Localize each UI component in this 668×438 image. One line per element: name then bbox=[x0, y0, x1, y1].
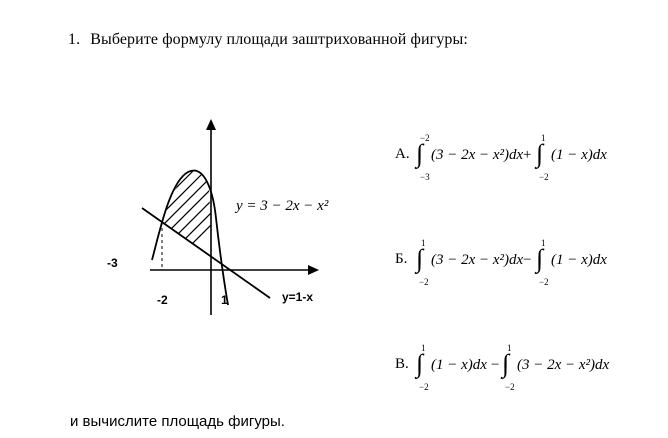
area-graph bbox=[100, 110, 340, 320]
option-b-integrand-1: (3 − 2x − x²)dx bbox=[431, 252, 524, 268]
option-b-op: − bbox=[523, 252, 532, 268]
integral-sign-icon: ∫ bbox=[502, 349, 510, 378]
parabola-label: y = 3 − 2x − x² bbox=[236, 198, 329, 214]
option-v-upper-2: 1 bbox=[507, 343, 512, 353]
hatching bbox=[150, 134, 230, 286]
option-a-lower-2: −2 bbox=[539, 172, 549, 182]
question-text bbox=[68, 31, 468, 49]
option-v-integrand-2: (3 − 2x − x²)dx bbox=[517, 357, 610, 373]
y-axis-arrow bbox=[206, 119, 216, 130]
option-v-lower-1: −2 bbox=[419, 382, 429, 392]
integral-sign-icon: ∫ bbox=[536, 139, 544, 168]
option-a-letter: А. bbox=[395, 146, 410, 162]
option-v[interactable] bbox=[395, 343, 610, 392]
option-a-op: + bbox=[523, 147, 532, 163]
option-b-letter: Б. bbox=[395, 251, 408, 267]
footer-instruction: и вычислите площадь фигуры. bbox=[70, 413, 285, 430]
option-a-integrand-2: (1 − x)dx bbox=[551, 147, 607, 163]
line-label: y=1-x bbox=[282, 290, 314, 304]
tick-label-1: 1 bbox=[221, 293, 228, 307]
graph-canvas bbox=[100, 110, 340, 320]
option-v-upper-1: 1 bbox=[421, 343, 426, 353]
integral-sign-icon: ∫ bbox=[416, 349, 424, 378]
question-number: 1. bbox=[68, 31, 81, 48]
option-a-upper-1: −2 bbox=[420, 133, 430, 143]
option-b[interactable] bbox=[395, 238, 607, 287]
option-b-upper-2: 1 bbox=[541, 238, 546, 248]
integral-sign-icon: ∫ bbox=[416, 139, 424, 168]
option-v-integrand-1: (1 − x)dx bbox=[431, 357, 487, 373]
x-axis-arrow bbox=[308, 265, 319, 275]
option-a[interactable] bbox=[395, 133, 607, 182]
answer-options bbox=[385, 128, 668, 408]
integral-sign-icon: ∫ bbox=[536, 244, 544, 273]
option-b-lower-1: −2 bbox=[419, 277, 429, 287]
option-a-upper-2: 1 bbox=[541, 133, 546, 143]
tick-label-minus-3: -3 bbox=[107, 256, 118, 270]
option-b-lower-2: −2 bbox=[539, 277, 549, 287]
option-v-lower-2: −2 bbox=[505, 382, 515, 392]
line-y-1-x bbox=[142, 208, 270, 298]
option-b-integrand-2: (1 − x)dx bbox=[551, 252, 607, 268]
integral-sign-icon: ∫ bbox=[416, 244, 424, 273]
option-b-upper-1: 1 bbox=[421, 238, 426, 248]
question-prompt: Выберите формулу площади заштрихованной фигуры: bbox=[90, 31, 468, 48]
option-v-op: − bbox=[491, 357, 500, 373]
parabola-curve bbox=[152, 171, 228, 305]
option-a-lower-1: −3 bbox=[420, 172, 430, 182]
option-v-letter: В. bbox=[395, 356, 409, 372]
tick-label-minus-2: -2 bbox=[157, 293, 168, 307]
option-a-integrand-1: (3 − 2x − x²)dx bbox=[431, 147, 524, 163]
